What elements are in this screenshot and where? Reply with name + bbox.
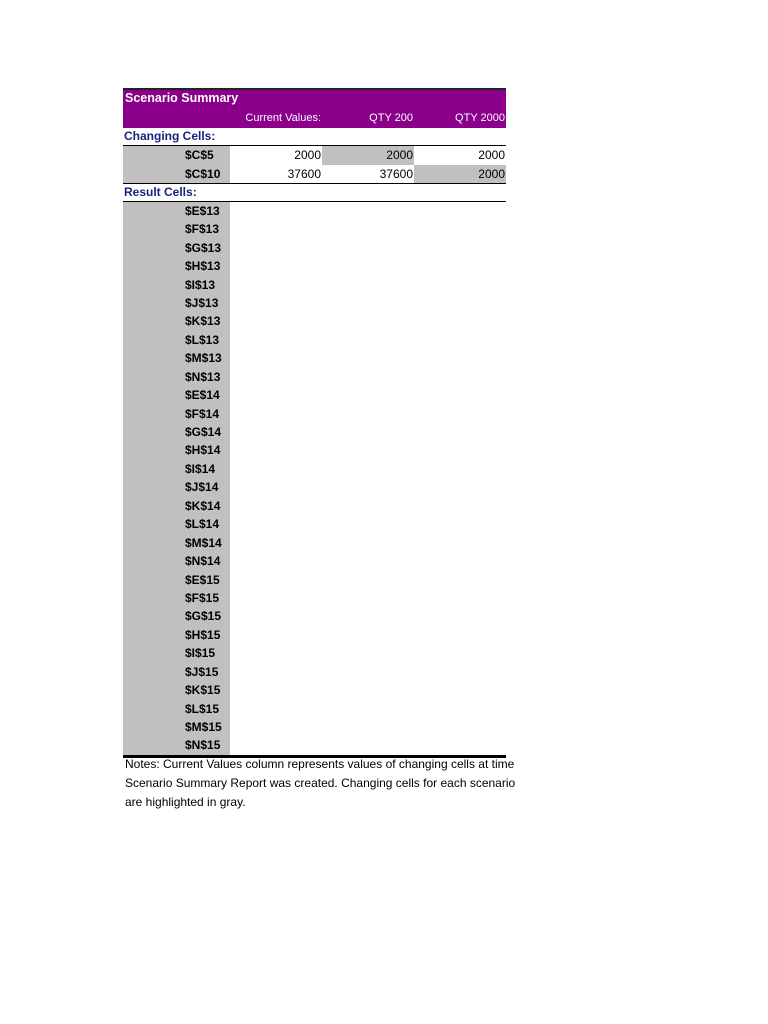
cell-ref: $E$15 (185, 572, 220, 587)
result-cells-row (123, 183, 506, 201)
result-row (123, 312, 506, 330)
cell-ref: $N$15 (185, 738, 221, 753)
cell-ref: $E$14 (185, 388, 220, 403)
result-row (123, 534, 506, 552)
cell-ref: $E$13 (185, 203, 220, 218)
cell-ref: $N$13 (185, 369, 221, 384)
cell-ref: $C$10 (185, 166, 221, 181)
result-row (123, 202, 506, 220)
cell-ref: $I$13 (185, 277, 216, 292)
cell-ref: $K$13 (185, 314, 221, 329)
cell-ref: $J$14 (185, 480, 219, 495)
result-row (123, 257, 506, 275)
cell-ref: $I$14 (185, 461, 216, 476)
header-row (123, 109, 506, 128)
cell-ref: $K$15 (185, 683, 221, 698)
changing-cells-label: Changing Cells: (124, 129, 216, 143)
current-value: 37600 (287, 166, 321, 181)
scenario-summary-table (123, 88, 506, 758)
cell-ref: $J$15 (185, 664, 219, 679)
cell-ref: $M$14 (185, 535, 222, 550)
notes-text: Notes: Current Values column represents values of changing cells at time Scenario Summary Report was created. Changing cells for each scenario are highlighted in gray. (125, 757, 516, 809)
report-title: Scenario Summary (125, 91, 239, 105)
result-row (123, 331, 506, 349)
cell-ref: $M$13 (185, 351, 222, 366)
cell-ref: $L$15 (185, 701, 220, 716)
cell-ref: $J$13 (185, 295, 219, 310)
result-row (123, 386, 506, 404)
cell-ref: $G$14 (185, 425, 222, 439)
changing-row (123, 146, 506, 164)
scenario-1-value: 37600 (379, 166, 413, 181)
cell-ref: $G$13 (185, 240, 222, 255)
result-cells-label: Result Cells: (124, 185, 197, 200)
scenario-1-value: 2000 (322, 146, 414, 164)
result-row (123, 497, 506, 515)
result-row (123, 644, 506, 662)
result-row (123, 441, 506, 459)
result-row (123, 718, 506, 736)
scenario-2-value: 2000 (414, 165, 506, 183)
result-row (123, 423, 506, 441)
result-row (123, 515, 506, 533)
cell-ref: $F$14 (185, 406, 220, 421)
result-row (123, 626, 506, 644)
current-value: 2000 (294, 148, 321, 163)
result-row (123, 239, 506, 257)
result-row (123, 700, 506, 718)
result-row (123, 552, 506, 570)
cell-ref: $H$14 (185, 443, 221, 458)
result-row (123, 589, 506, 607)
cell-ref: $L$14 (185, 517, 220, 532)
header-scenario-2: QTY 2000 (455, 112, 505, 124)
result-row (123, 663, 506, 681)
header-current-values: Current Values: (245, 112, 321, 124)
cell-ref: $C$5 (185, 148, 214, 163)
result-row (123, 276, 506, 294)
result-rows (123, 202, 506, 758)
cell-ref: $N$14 (185, 554, 221, 569)
cell-ref: $L$13 (185, 332, 220, 347)
cell-ref: $H$13 (185, 259, 221, 274)
result-row (123, 460, 506, 478)
result-row (123, 478, 506, 496)
result-row (123, 607, 506, 625)
cell-ref: $K$14 (185, 498, 221, 513)
cell-ref: $F$13 (185, 222, 220, 237)
cell-ref: $H$15 (185, 627, 221, 642)
changing-row (123, 165, 506, 183)
cell-ref: $F$15 (185, 590, 220, 605)
cell-ref: $G$15 (185, 609, 222, 624)
result-row (123, 571, 506, 589)
result-row (123, 681, 506, 699)
cell-ref: $I$15 (185, 646, 216, 661)
scenario-2-value: 2000 (478, 148, 505, 163)
result-row (123, 368, 506, 386)
title-row (123, 88, 506, 109)
result-row (123, 405, 506, 423)
result-row (123, 349, 506, 367)
result-row (123, 220, 506, 238)
cell-ref: $M$15 (185, 720, 222, 734)
changing-cells-row (123, 128, 506, 146)
header-scenario-1: QTY 200 (369, 112, 413, 124)
result-row (123, 294, 506, 312)
result-row (123, 736, 506, 754)
